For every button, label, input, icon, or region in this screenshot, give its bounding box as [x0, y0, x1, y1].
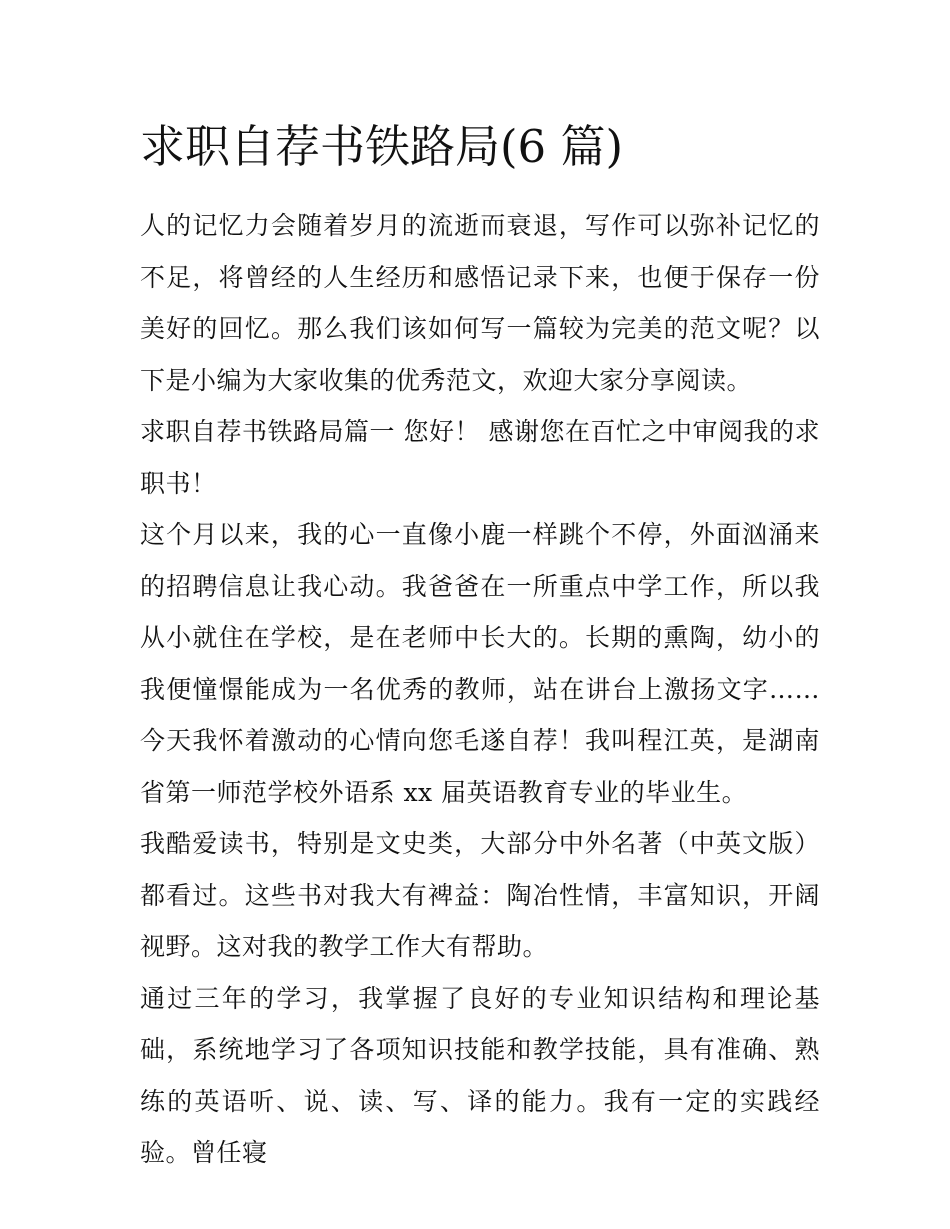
body-paragraph: 通过三年的学习，我掌握了良好的专业知识结构和理论基础，系统地学习了各项知识技能和教学技能，具有准确、熟练的英语听、说、读、写、译的能力。我有一定的实践经验。曾任寝	[140, 983, 820, 1167]
body-paragraph: 这个月以来，我的心一直像小鹿一样跳个不停，外面汹涌来的招聘信息让我心动。我爸爸在一所重点中学工作，所以我从小就住在学校，是在老师中长大的。长期的熏陶，幼小的我便憧憬能成为一名优秀的教师，站在讲台上激扬文字……今天我怀着激动的心情向您毛遂自荐！我叫程江英，是湖南省第一师范学校外语系 xx 届英语教育专业的毕业生。	[140, 520, 820, 807]
section-heading-paragraph: 求职自荐书铁路局篇一 您好！ 感谢您在百忙之中审阅我的求职书！	[140, 417, 820, 498]
body-paragraph: 我酷爱读书，特别是文史类，大部分中外名著（中英文版）都看过。这些书对我大有裨益：陶冶性情，丰富知识，开阔视野。这对我的教学工作大有帮助。	[140, 829, 820, 961]
intro-paragraph: 人的记忆力会随着岁月的流逝而衰退，写作可以弥补记忆的不足，将曾经的人生经历和感悟记录下来，也便于保存一份美好的回忆。那么我们该如何写一篇较为完美的范文呢？以下是小编为大家收集的优秀范文，欢迎大家分享阅读。	[140, 211, 820, 395]
document-title: 求职自荐书铁路局(6 篇)	[140, 120, 624, 173]
document-body	[140, 116, 820, 1179]
